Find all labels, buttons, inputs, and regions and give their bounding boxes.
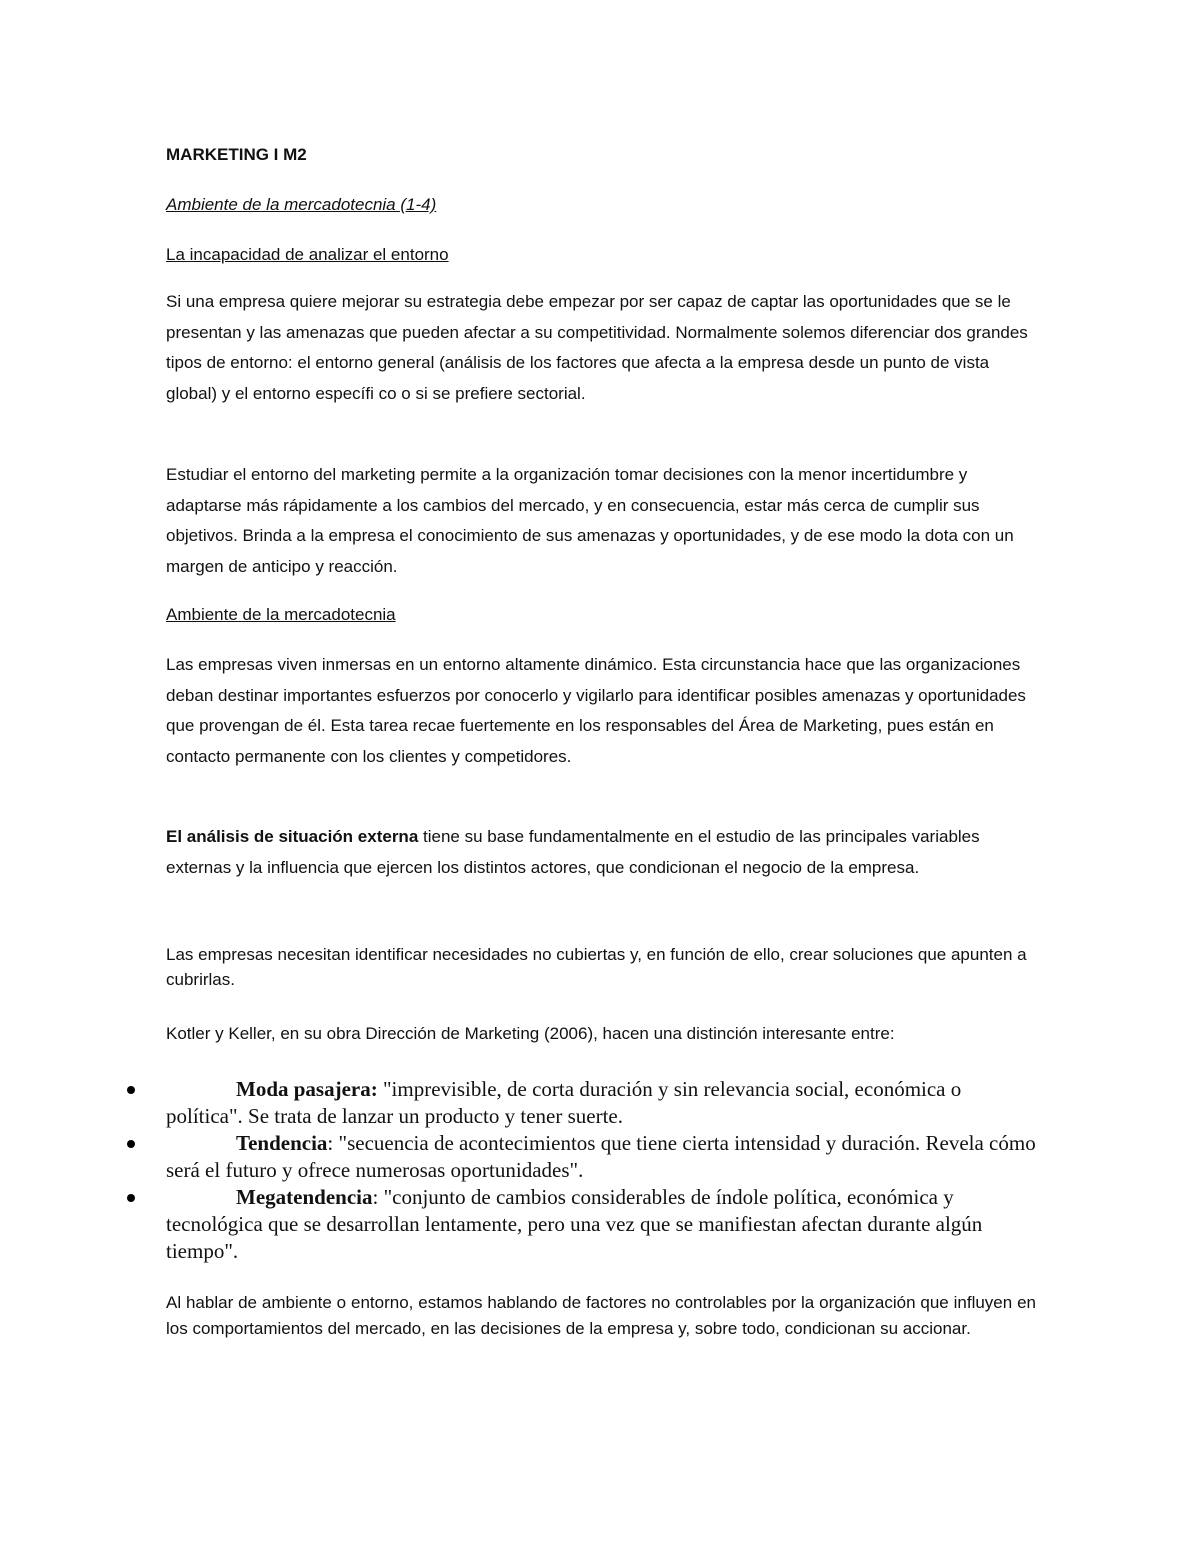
term-tendencia: Tendencia: [236, 1131, 328, 1155]
analisis-externo-text: tiene su base fundamentalmente en el estudio de las principales variables externas y la influencia que ejercen los distintos actores, que condicionan el negocio de la empresa.: [166, 827, 980, 877]
bullet-dot: [127, 1194, 135, 1202]
paragraph-empresas-dinamico: Las empresas viven inmersas en un entorno altamente dinámico. Esta circunstancia hace que las organizaciones deban destinar importantes esfuerzos por conocerlo y vigilarlo para identificar posibles amenazas y oportunidades que provengan de él. Esta tarea recae fuertemente en los responsables del Área de Marketing, pues están en contacto permanente con los clientes y competidores.: [166, 655, 1026, 766]
definition-megatendencia: : "conjunto de cambios considerables de índole política, económica y tecnológica que se desarrollan lentamente, pero una vez que se manifiestan afectan durante algún tiempo".: [166, 1185, 983, 1263]
definition-tendencia: : "secuencia de acontecimientos que tiene cierta intensidad y duración. Revela cómo será el futuro y ofrece numerosas oportunidades".: [166, 1131, 1036, 1182]
term-megatendencia: Megatendencia: [236, 1185, 373, 1209]
subheading-incapacidad: La incapacidad de analizar el entorno: [166, 245, 449, 264]
paragraph-estrategia: Si una empresa quiere mejorar su estrategia debe empezar por ser capaz de captar las oportunidades que se le presentan y las amenazas que pueden afectar a su competitividad. Normalmente solemos diferenciar dos grandes tipos de entorno: el entorno general (análisis de los factores que afecta a la empresa desde un punto de vista global) y el entorno específi co o si se prefiere sectorial.: [166, 292, 1028, 403]
bullet-dot: [127, 1086, 135, 1094]
term-moda-pasajera: Moda pasajera:: [236, 1077, 378, 1101]
document-title: MARKETING I M2: [166, 145, 307, 164]
analisis-externo-term: El análisis de situación externa: [166, 827, 419, 846]
bullet-dot: [127, 1140, 135, 1148]
list-item-moda-pasajera: [0, 1076, 1200, 1130]
section-heading: Ambiente de la mercadotecnia (1-4): [166, 195, 437, 214]
paragraph-factores-no-controlables: Al hablar de ambiente o entorno, estamos hablando de factores no controlables por la organización que influyen en los comportamientos del mercado, en las decisiones de la empresa y, sobre todo, condicionan su accionar.: [166, 1293, 1036, 1338]
list-item-text: [166, 1076, 1036, 1130]
list-item-tendencia: [0, 1130, 1200, 1184]
paragraph-kotler-keller: Kotler y Keller, en su obra Dirección de Marketing (2006), hacen una distinción interesante entre:: [166, 1024, 895, 1043]
trend-definitions-list: [0, 1076, 1200, 1265]
list-item-text: [166, 1184, 1036, 1265]
subheading-ambiente: Ambiente de la mercadotecnia: [166, 605, 396, 624]
list-item-megatendencia: [0, 1184, 1200, 1265]
paragraph-necesidades: Las empresas necesitan identificar necesidades no cubiertas y, en función de ello, crear soluciones que apunten a cubrirlas.: [166, 945, 1027, 989]
list-item-text: [166, 1130, 1036, 1184]
paragraph-estudiar-entorno: Estudiar el entorno del marketing permite a la organización tomar decisiones con la menor incertidumbre y adaptarse más rápidamente a los cambios del mercado, y en consecuencia, estar más cerca de cumplir sus objetivos. Brinda a la empresa el conocimiento de sus amenazas y oportunidades, y de ese modo la dota con un margen de anticipo y reacción.: [166, 465, 1014, 576]
paragraph-analisis-externo: [166, 822, 1036, 883]
definition-moda-pasajera: "imprevisible, de corta duración y sin relevancia social, económica o política". Se trata de lanzar un producto y tener suerte.: [166, 1077, 962, 1128]
